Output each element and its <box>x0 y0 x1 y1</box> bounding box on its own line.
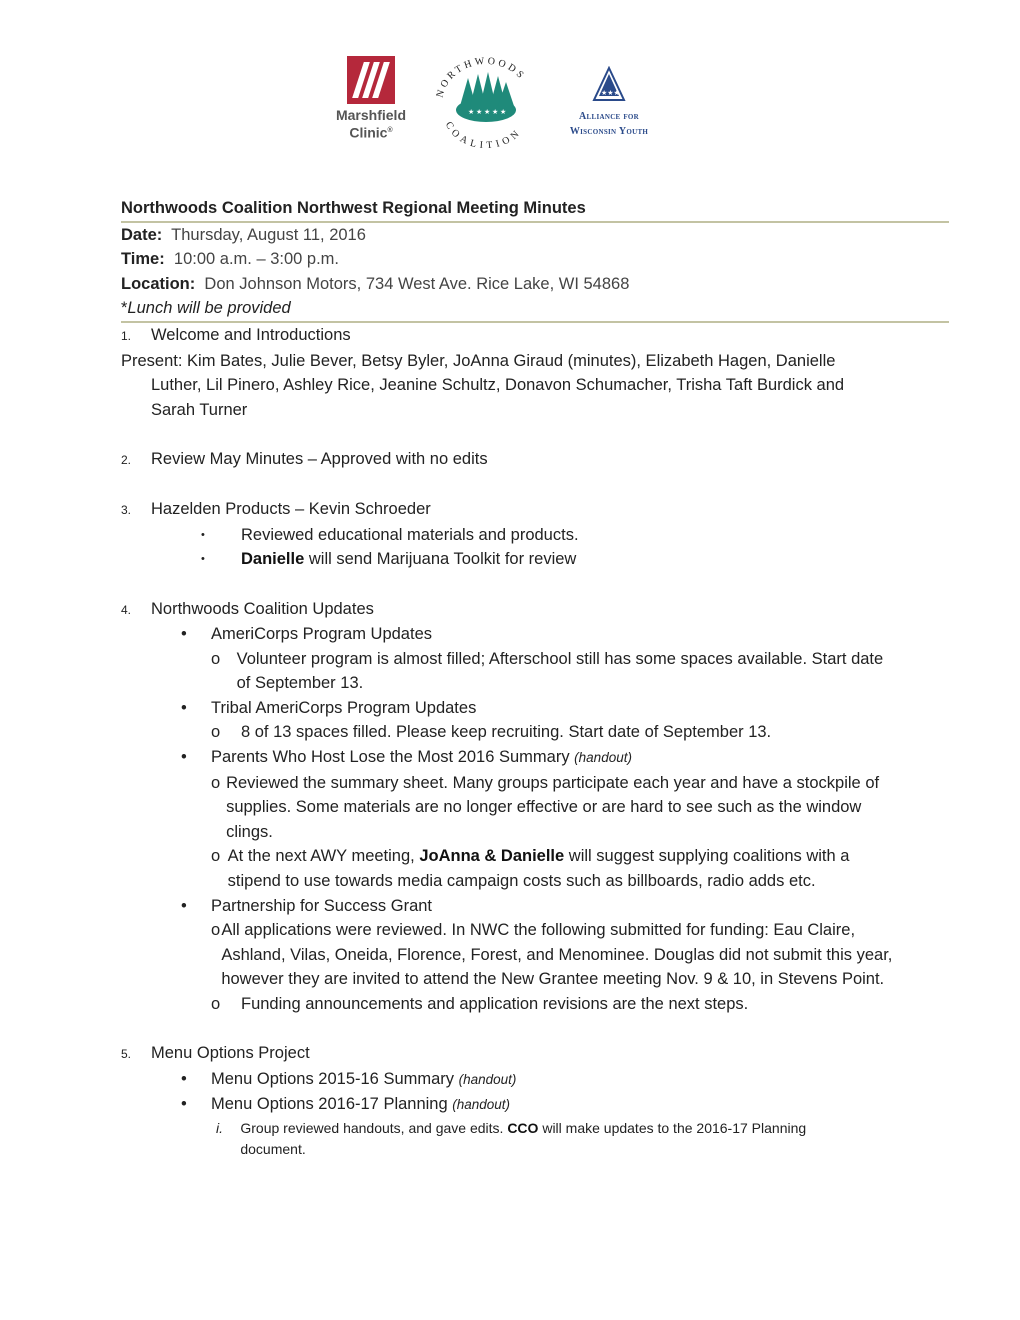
awy-logo-line1: Alliance for <box>579 111 639 122</box>
section-5-heading: 5. Menu Options Project <box>121 1044 310 1063</box>
section-3-heading: 3. Hazelden Products – Kevin Schroeder <box>121 500 431 519</box>
list-item: • Danielle will send Marijuana Toolkit for review <box>201 550 577 569</box>
document-title: Northwoods Coalition Northwest Regional Meeting Minutes <box>121 199 586 217</box>
svg-text:★: ★ <box>492 108 499 116</box>
sub-list-item: o All applications were reviewed. In NWC the following submitted for funding: Eau Claire, Ashland, Vilas, Oneida, Florence, Forest, and Menominee. Douglas did not submit this year, however they are invited to attend the New Grantee meeting Nov. 9 & 10, in Stevens Point. <box>211 921 893 989</box>
sub-list-item: o 8 of 13 spaces filled. Please keep recruiting. Start date of September 13. <box>211 723 772 742</box>
sub-list-item: o Reviewed the summary sheet. Many groups participate each year and have a stockpile of supplies. Some materials are no longer effective or are hard to see such as the window clings. <box>211 773 880 841</box>
lunch-note: *Lunch will be provided <box>121 299 291 318</box>
marshfield-logo-line2: Clinic <box>349 124 388 141</box>
attendees-list: Present: Kim Bates, Julie Bever, Betsy Byler, JoAnna Giraud (minutes), Elizabeth Hagen, Danielle Luther, Lil Pinero, Ashley Rice, Jeanine Schultz, Donavon Schumacher, Trisha Taft Burdick and Sarah Turner <box>121 351 845 419</box>
awy-logo-line2: Wisconsin Youth <box>569 126 649 137</box>
pine-trees-icon <box>460 72 514 106</box>
header-logos <box>326 52 666 152</box>
meeting-location: Location: Don Johnson Motors, 734 West Ave. Rice Lake, WI 54868 <box>121 274 630 293</box>
sub-list-item: o Funding announcements and application revisions are the next steps. <box>211 995 749 1013</box>
list-item: • Partnership for Success Grant <box>181 896 433 915</box>
meeting-time: Time: 10:00 a.m. – 3:00 p.m. <box>121 250 339 269</box>
sub-list-item: o At the next AWY meeting, JoAnna & Danielle will suggest supplying coalitions with a stipend to use towards media campaign costs such as billboards, radio adds etc. <box>211 847 850 891</box>
svg-text:NORTHWOODS: NORTHWOODS <box>434 55 528 99</box>
list-item: • Parents Who Host Lose the Most 2016 Summary (handout) <box>181 748 632 767</box>
marshfield-logo-line1: Marshfield <box>335 107 406 123</box>
svg-text:★: ★ <box>476 108 483 116</box>
list-item: • Tribal AmeriCorps Program Updates <box>181 698 477 717</box>
awy-mountain-icon <box>592 66 626 102</box>
marshfield-clinic-logo: Marshfield Clinic® <box>326 56 416 141</box>
marshfield-cross-icon <box>347 56 395 104</box>
alliance-wisconsin-youth-logo <box>554 66 664 139</box>
minutes-document <box>121 196 949 1160</box>
list-item: • Menu Options 2015-16 Summary (handout) <box>181 1069 517 1088</box>
svg-text:★: ★ <box>484 108 491 116</box>
svg-text:★★★: ★★★ <box>601 89 620 97</box>
svg-text:★: ★ <box>500 108 507 116</box>
list-item: • AmeriCorps Program Updates <box>181 625 432 644</box>
section-1-heading: 1. Welcome and Introductions <box>121 325 351 344</box>
list-item: • Reviewed educational materials and products. <box>201 525 579 544</box>
svg-text:★: ★ <box>468 108 475 116</box>
sub-list-item: o Volunteer program is almost filled; Afterschool still has some spaces available. Start date of September 13. <box>211 649 884 693</box>
sub-list-item: i. Group reviewed handouts, and gave edits. CCO will make updates to the 2016-17 Planning document. <box>216 1119 807 1157</box>
svg-text:COALITION: COALITION <box>442 119 525 148</box>
section-4-heading: 4. Northwoods Coalition Updates <box>121 599 374 618</box>
meeting-date: Date: Thursday, August 11, 2016 <box>121 225 366 244</box>
list-item: • Menu Options 2016-17 Planning (handout) <box>181 1095 511 1114</box>
northwoods-coalition-logo <box>430 52 542 148</box>
section-2-heading: 2. Review May Minutes – Approved with no edits <box>121 449 488 468</box>
